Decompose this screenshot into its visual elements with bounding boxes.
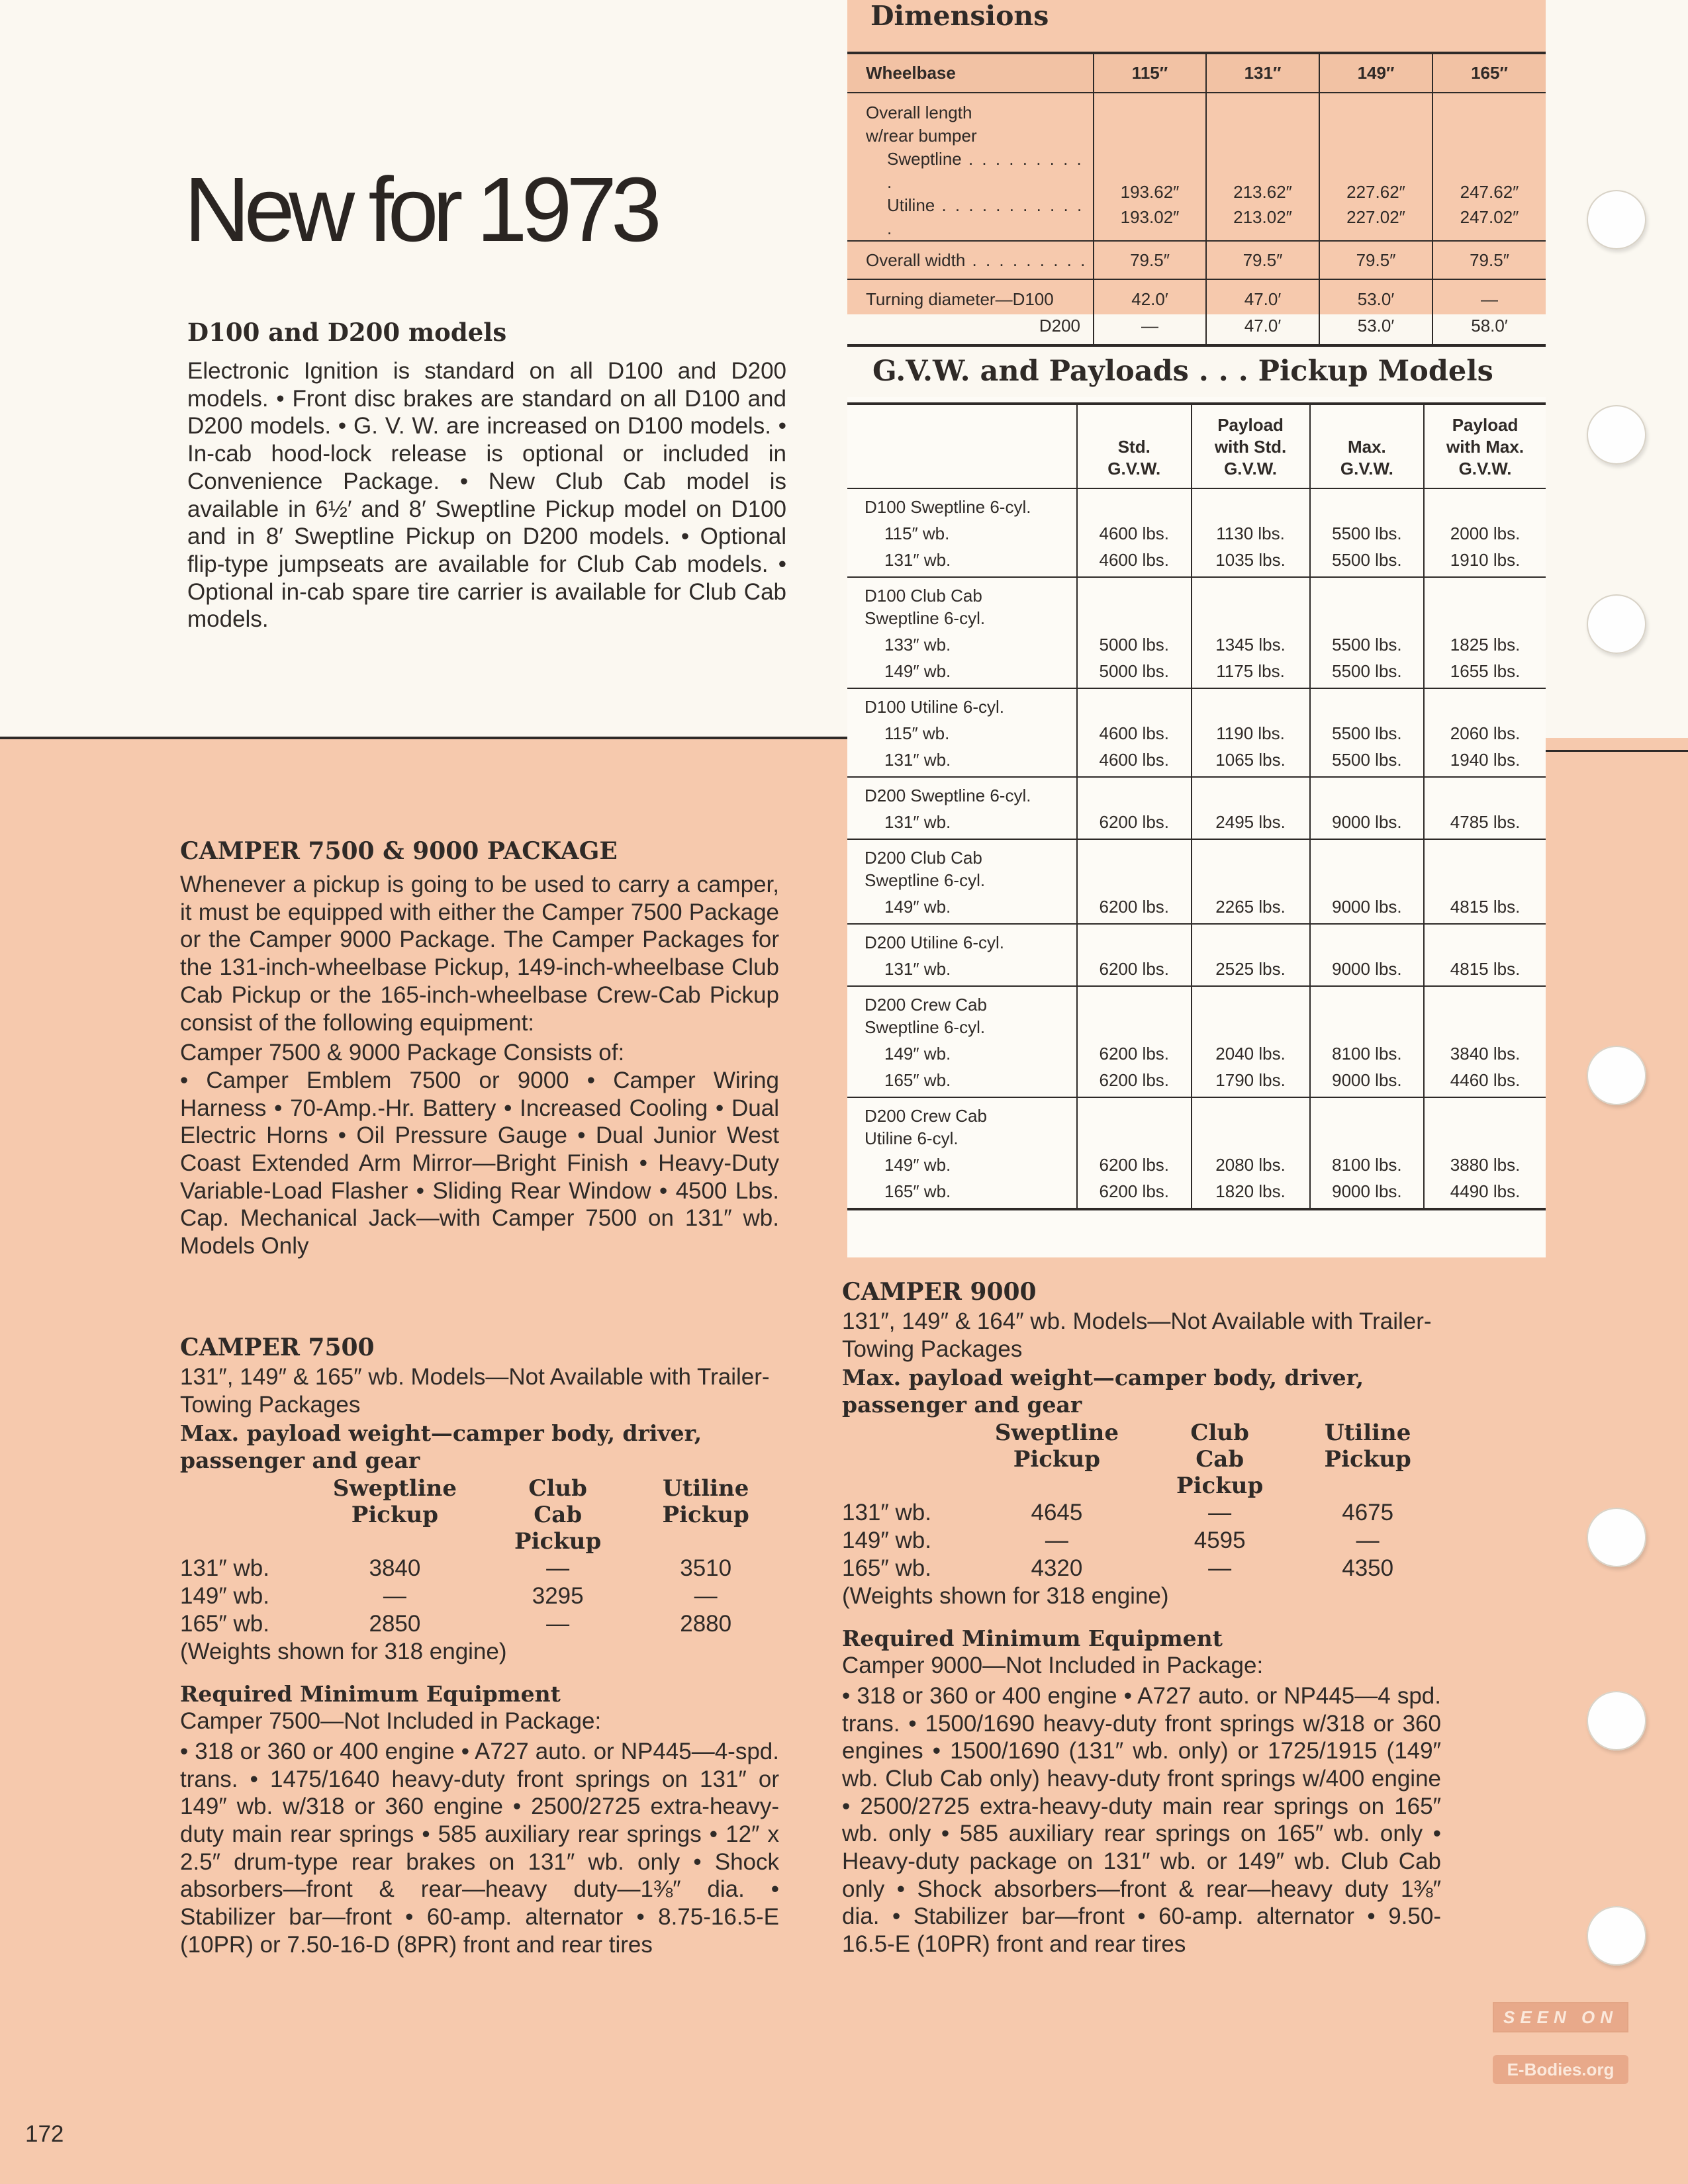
gvw-value: 4600 lbs. — [1099, 550, 1170, 570]
gvw-model-name: D200 Crew Cab Utiline 6-cyl. — [865, 1106, 987, 1148]
gvw-model-cell — [847, 777, 1077, 839]
gvw-col-std: Std. G.V.W. — [1077, 405, 1192, 488]
dim-sweptline-115: 193.62″ — [1120, 182, 1180, 202]
watermark-site: E-Bodies.org — [1493, 2055, 1628, 2084]
dim-turn-d100-165: — — [1481, 289, 1498, 309]
dim-sweptline-149: 227.62″ — [1346, 182, 1405, 202]
gvw-wheelbase: 165″ wb. — [884, 1070, 951, 1090]
gvw-value: 1345 lbs. — [1215, 635, 1286, 655]
section-divider-left — [0, 737, 847, 739]
gvw-value: 2525 lbs. — [1215, 959, 1286, 979]
gvw-value: 8100 lbs. — [1332, 1155, 1402, 1175]
camper9000-cell: 4645 — [1031, 1500, 1083, 1526]
camper9000-row-wb: 165″ wb. — [842, 1555, 931, 1582]
gvw-value: 9000 lbs. — [1332, 1070, 1402, 1090]
binder-hole — [1587, 594, 1646, 654]
gvw-value-cell — [1192, 1097, 1310, 1208]
gvw-value: 2080 lbs. — [1215, 1155, 1286, 1175]
gvw-value: 4490 lbs. — [1450, 1181, 1521, 1201]
gvw-value-cell — [1077, 924, 1192, 986]
gvw-value-cell — [1310, 986, 1425, 1097]
page-number: 172 — [25, 2121, 64, 2147]
gvw-value: 6200 lbs. — [1099, 1044, 1170, 1064]
camper9000-col-sweptline: Sweptline Pickup — [994, 1420, 1119, 1473]
gvw-value: 1655 lbs. — [1450, 661, 1521, 681]
dim-width-149: 79.5″ — [1319, 241, 1432, 279]
gvw-value: 1130 lbs. — [1216, 523, 1285, 543]
gvw-value: 2265 lbs. — [1215, 897, 1286, 917]
gvw-model-cell — [847, 1097, 1077, 1208]
gvw-value: 2495 lbs. — [1215, 812, 1286, 832]
camper9000-cell: 4320 — [1031, 1555, 1083, 1582]
dim-sweptline-text: Sweptline — [887, 149, 962, 169]
gvw-value: 4815 lbs. — [1450, 959, 1521, 979]
dim-width-131: 79.5″ — [1206, 241, 1319, 279]
gvw-top-rule — [847, 402, 1546, 405]
gvw-group-row — [847, 924, 1546, 986]
gvw-value: 5500 lbs. — [1332, 635, 1402, 655]
gvw-value: 4815 lbs. — [1450, 897, 1521, 917]
gvw-wheelbase: 115″ wb. — [884, 523, 950, 543]
gvw-value: 5500 lbs. — [1332, 523, 1402, 543]
gvw-value-cell — [1077, 986, 1192, 1097]
gvw-group-row — [847, 577, 1546, 688]
camper7500-row-wb: 149″ wb. — [180, 1583, 269, 1610]
camper9000-cell: 4675 — [1342, 1500, 1394, 1526]
gvw-table — [847, 402, 1546, 1210]
camper7500-heading: CAMPER 7500 — [180, 1334, 375, 1361]
gvw-value-cell — [1310, 577, 1425, 688]
gvw-value: 4600 lbs. — [1099, 750, 1170, 770]
camper9000-req-text: • 318 or 360 or 400 engine • A727 auto. or NP445—4 spd. trans. • 1500/1690 heavy-duty front springs w/318 or 360 engines • 1500/1690 (131″ wb. only) or 1725/1915 (149″ wb. Club Cab only) heavy-duty front springs w/400 engine • 2500/2725 extra-heavy-duty main rear springs on 165″ wb. only • 585 auxiliary rear springs on 165″ wb. only • Heavy-duty package on 131″ wb. or 149″ wb. Club Cab only • Shock absorbers—front & rear—heavy duty 1⅜″ dia. • Stabilizer bar—front • 60-amp. alternator • 9.50-16.5-E (10PR) front and rear tires — [842, 1682, 1441, 1958]
gvw-wheelbase: 149″ wb. — [884, 897, 951, 917]
dim-turn-d200-115: — — [1141, 315, 1158, 336]
gvw-wheelbase: 149″ wb. — [884, 1044, 951, 1064]
camper7500-cell: 2850 — [369, 1611, 421, 1637]
dim-sweptline-label: Sweptline . . . . . . . . . . — [887, 149, 1084, 192]
gvw-value: 2040 lbs. — [1215, 1044, 1286, 1064]
gvw-wheelbase: 131″ wb. — [884, 812, 951, 832]
camper9000-cell: 4350 — [1342, 1555, 1394, 1582]
gvw-value-cell — [1192, 488, 1310, 577]
gvw-value: 5500 lbs. — [1332, 550, 1402, 570]
gvw-value-cell — [1192, 986, 1310, 1097]
camper9000-maxpayload: Max. payload weight—camper body, driver, passenger and gear — [842, 1365, 1364, 1418]
gvw-value: 4600 lbs. — [1099, 723, 1170, 743]
gvw-col-max: Max. G.V.W. — [1310, 405, 1425, 488]
gvw-value: 5500 lbs. — [1332, 723, 1402, 743]
gvw-model-name: D200 Crew Cab Sweptline 6-cyl. — [865, 995, 987, 1037]
camper9000-req-heading: Required Minimum Equipment — [842, 1625, 1223, 1652]
gvw-value: 4460 lbs. — [1450, 1070, 1521, 1090]
gvw-value-cell — [1077, 577, 1192, 688]
gvw-value: 6200 lbs. — [1099, 897, 1170, 917]
gvw-value: 6200 lbs. — [1099, 959, 1170, 979]
gvw-value-cell — [1310, 1097, 1425, 1208]
dim-utiline-131: 213.02″ — [1233, 207, 1292, 227]
camper9000-row-wb: 131″ wb. — [842, 1500, 931, 1526]
dim-overall-length-label: Overall length w/rear bumper — [866, 103, 977, 146]
gvw-value: 2060 lbs. — [1450, 723, 1521, 743]
gvw-group-row — [847, 688, 1546, 777]
gvw-group-row — [847, 839, 1546, 924]
camper7500-table — [180, 1475, 779, 1638]
camper9000-cell: — — [1356, 1527, 1380, 1554]
camper9000-col-clubcab: Club Cab Pickup — [1176, 1420, 1264, 1500]
gvw-model-name: D100 Sweptline 6-cyl. — [865, 497, 1031, 517]
camper7500-col-sweptline: Sweptline Pickup — [332, 1475, 457, 1529]
dim-wb-165: 165″ — [1432, 54, 1546, 93]
gvw-wheelbase: 149″ wb. — [884, 661, 951, 681]
dim-width-label: Overall width — [866, 250, 966, 270]
dim-utiline-149: 227.02″ — [1346, 207, 1405, 227]
dim-sweptline-131: 213.62″ — [1233, 182, 1292, 202]
gvw-value-cell — [1424, 986, 1546, 1097]
dim-turn-d100-149: 53.0′ — [1357, 289, 1395, 309]
gvw-wheelbase: 133″ wb. — [884, 635, 951, 655]
binder-hole — [1587, 190, 1646, 250]
page-title: New for 1973 — [184, 159, 656, 261]
gvw-value: 9000 lbs. — [1332, 812, 1402, 832]
gvw-col-payload-std: Payload with Std. G.V.W. — [1192, 405, 1310, 488]
gvw-col-payload-max: Payload with Max. G.V.W. — [1424, 405, 1546, 488]
camper9000-note: (Weights shown for 318 engine) — [842, 1583, 1169, 1610]
camper9000-cell: 4595 — [1194, 1527, 1246, 1554]
gvw-model-name: D200 Sweptline 6-cyl. — [865, 786, 1031, 805]
camper9000-cell: — — [1045, 1527, 1068, 1554]
camper-package-intro: Whenever a pickup is going to be used to carry a camper, it must be equipped with either the Camper 7500 Package or the Camper 9000 Package. The Camper Packages for the 131-inch-wheelbase Pickup, 149-inch-wheelbase Club Cab Pickup or the 165-inch-wheelbase Crew-Cab Pickup consist of the following equipment: — [180, 872, 779, 1036]
camper-package-heading: CAMPER 7500 & 9000 PACKAGE — [180, 837, 618, 865]
gvw-value: 1035 lbs. — [1215, 550, 1286, 570]
camper-package-section — [180, 835, 779, 1260]
gvw-value: 4600 lbs. — [1099, 523, 1170, 543]
camper9000-row-wb: 149″ wb. — [842, 1527, 931, 1554]
gvw-value: 6200 lbs. — [1099, 1070, 1170, 1090]
camper9000-col-utiline: Utiline Pickup — [1324, 1420, 1411, 1473]
dim-wb-149: 149″ — [1319, 54, 1432, 93]
gvw-value-cell — [1310, 777, 1425, 839]
camper9000-models: 131″, 149″ & 164″ wb. Models—Not Available with Trailer-Towing Packages — [842, 1308, 1432, 1362]
gvw-value: 1190 lbs. — [1216, 723, 1285, 743]
gvw-value-cell — [1310, 488, 1425, 577]
gvw-group-row — [847, 986, 1546, 1097]
dim-sweptline-165: 247.62″ — [1460, 182, 1519, 202]
dim-turn-d200-165: 58.0′ — [1471, 315, 1508, 336]
gvw-value-cell — [1424, 839, 1546, 924]
dim-turn-d100-131: 47.0′ — [1244, 289, 1282, 309]
gvw-title: G.V.W. and Payloads . . . Pickup Models — [872, 355, 1493, 388]
gvw-model-cell — [847, 986, 1077, 1097]
camper9000-cell: — — [1208, 1500, 1232, 1526]
dimensions-title: Dimensions — [870, 0, 1049, 32]
dim-width-label-cell: Overall width . . . . . . . . . — [847, 241, 1094, 279]
gvw-value: 5000 lbs. — [1099, 661, 1170, 681]
d-models-text: Electronic Ignition is standard on all D100 and D200 models. • Front disc brakes are standard on all D100 and D200 models. • G. V. W. are increased on D100 models. • In-cab hood-lock release is optional or included in Convenience Package. • New Club Cab model is available in 6½′ and 8′ Sweptline Pickup model on D100 and in 8′ Sweptline Pickup on D200 models. • Optional flip-type jumpseats are available for Club Cab models. • Optional in-cab spare tire carrier is available for Club Cab models. — [187, 358, 786, 633]
gvw-model-name: D100 Utiline 6-cyl. — [865, 697, 1004, 717]
gvw-value: 5500 lbs. — [1332, 750, 1402, 770]
dim-length-labels — [847, 93, 1094, 241]
camper7500-section — [180, 1332, 779, 1958]
gvw-value-cell — [1424, 924, 1546, 986]
camper7500-models: 131″, 149″ & 165″ wb. Models—Not Available with Trailer-Towing Packages — [180, 1364, 770, 1418]
gvw-value: 1820 lbs. — [1215, 1181, 1286, 1201]
gvw-value: 8100 lbs. — [1332, 1044, 1402, 1064]
gvw-value: 4785 lbs. — [1450, 812, 1521, 832]
gvw-group-row — [847, 1097, 1546, 1208]
gvw-value: 1065 lbs. — [1215, 750, 1286, 770]
camper7500-cell: — — [546, 1611, 570, 1637]
gvw-group-row — [847, 777, 1546, 839]
dim-utiline-label: Utiline . . . . . . . . . . . . — [887, 195, 1084, 238]
gvw-model-cell — [847, 488, 1077, 577]
gvw-wheelbase: 131″ wb. — [884, 750, 951, 770]
gvw-value-cell — [1424, 777, 1546, 839]
gvw-value: 6200 lbs. — [1099, 1181, 1170, 1201]
camper7500-note: (Weights shown for 318 engine) — [180, 1639, 507, 1665]
watermark-logo — [1493, 2002, 1628, 2087]
gvw-value: 6200 lbs. — [1099, 812, 1170, 832]
dimensions-bottom-rule — [847, 344, 1546, 347]
gvw-value: 3880 lbs. — [1450, 1155, 1521, 1175]
camper7500-row-wb: 131″ wb. — [180, 1555, 269, 1582]
gvw-model-name: D100 Club Cab Sweptline 6-cyl. — [865, 586, 986, 628]
gvw-wheelbase: 131″ wb. — [884, 550, 951, 570]
camper7500-cell: — — [694, 1583, 718, 1610]
gvw-value-cell — [1077, 688, 1192, 777]
gvw-value: 9000 lbs. — [1332, 959, 1402, 979]
gvw-bottom-rule — [847, 1208, 1546, 1210]
dim-turn-d100-115: 42.0′ — [1131, 289, 1168, 309]
gvw-value: 5000 lbs. — [1099, 635, 1170, 655]
dim-width-115: 79.5″ — [1094, 241, 1206, 279]
dim-utiline-115: 193.02″ — [1120, 207, 1180, 227]
section-divider-right — [1546, 750, 1688, 752]
gvw-value: 5500 lbs. — [1332, 661, 1402, 681]
gvw-value-cell — [1424, 577, 1546, 688]
dim-width-165: 79.5″ — [1432, 241, 1546, 279]
gvw-value-cell — [1077, 488, 1192, 577]
gvw-value: 1790 lbs. — [1215, 1070, 1286, 1090]
gvw-value-cell — [1077, 839, 1192, 924]
dim-utiline-165: 247.02″ — [1460, 207, 1519, 227]
dimensions-table — [847, 52, 1546, 347]
gvw-value-cell — [1424, 1097, 1546, 1208]
gvw-value: 1175 lbs. — [1216, 661, 1285, 681]
dimensions-top-rule — [847, 52, 1546, 54]
dim-wb-115: 115″ — [1094, 54, 1206, 93]
gvw-value: 9000 lbs. — [1332, 897, 1402, 917]
gvw-value-cell — [1310, 924, 1425, 986]
gvw-value-cell — [1192, 924, 1310, 986]
watermark-seen-on: SEEN ON — [1493, 2002, 1628, 2032]
gvw-value-cell — [1310, 688, 1425, 777]
gvw-value-cell — [1192, 688, 1310, 777]
gvw-value: 2000 lbs. — [1450, 523, 1521, 543]
camper7500-cell: 3510 — [680, 1555, 732, 1582]
gvw-model-cell — [847, 577, 1077, 688]
camper7500-row-wb: 165″ wb. — [180, 1611, 269, 1637]
gvw-value-cell — [1192, 777, 1310, 839]
dim-wb-131: 131″ — [1206, 54, 1319, 93]
camper-package-consists-label: Camper 7500 & 9000 Package Consists of: — [180, 1040, 625, 1066]
gvw-value-cell — [1424, 688, 1546, 777]
binder-hole — [1587, 1508, 1646, 1567]
camper9000-heading: CAMPER 9000 — [842, 1278, 1037, 1306]
dim-turn-d200-149: 53.0′ — [1357, 315, 1395, 336]
gvw-value: 9000 lbs. — [1332, 1181, 1402, 1201]
gvw-value: 1940 lbs. — [1450, 750, 1521, 770]
gvw-model-name: D200 Club Cab Sweptline 6-cyl. — [865, 848, 986, 890]
gvw-value-cell — [1077, 777, 1192, 839]
camper7500-col-utiline: Utiline Pickup — [662, 1475, 749, 1529]
gvw-value-cell — [1192, 577, 1310, 688]
gvw-value: 6200 lbs. — [1099, 1155, 1170, 1175]
gvw-model-cell — [847, 688, 1077, 777]
dim-turn-d200-131: 47.0′ — [1244, 315, 1282, 336]
gvw-value-cell — [1192, 839, 1310, 924]
binder-hole — [1587, 1691, 1646, 1751]
gvw-model-cell — [847, 924, 1077, 986]
gvw-value: 1825 lbs. — [1450, 635, 1521, 655]
gvw-value: 1910 lbs. — [1450, 550, 1521, 570]
gvw-group-row — [847, 488, 1546, 577]
gvw-wheelbase: 149″ wb. — [884, 1155, 951, 1175]
camper7500-cell: 2880 — [680, 1611, 732, 1637]
camper7500-cell: — — [383, 1583, 406, 1610]
camper7500-cell: 3840 — [369, 1555, 421, 1582]
gvw-value-cell — [1310, 839, 1425, 924]
gvw-body — [847, 488, 1546, 1208]
binder-hole — [1587, 405, 1646, 465]
camper7500-req-heading: Required Minimum Equipment — [180, 1681, 561, 1707]
gvw-value-cell — [1424, 488, 1546, 577]
gvw-model-cell — [847, 839, 1077, 924]
camper7500-cell: 3295 — [532, 1583, 584, 1610]
gvw-wheelbase: 165″ wb. — [884, 1181, 951, 1201]
gvw-value: 3840 lbs. — [1450, 1044, 1521, 1064]
dim-turning-label: Turning diameter—D100 — [866, 289, 1054, 309]
camper-package-consists: • Camper Emblem 7500 or 9000 • Camper Wiring Harness • 70-Amp.-Hr. Battery • Increased Cooling • Dual Electric Horns • Oil Pressure Gauge • Dual Junior West Coast Extended Arm Mirror—Bright Finish • Heavy-Duty Variable-Load Flasher • Sliding Rear Window • 4500 Lbs. Cap. Mechanical Jack—with Camper 7500 on 131″ wb. Models Only — [180, 1067, 779, 1259]
binder-hole — [1587, 1046, 1646, 1105]
gvw-wheelbase: 115″ wb. — [884, 723, 950, 743]
d-models-heading: D100 and D200 models — [187, 318, 507, 347]
gvw-model-name: D200 Utiline 6-cyl. — [865, 933, 1004, 952]
dim-d200-label: D200 — [1039, 315, 1080, 336]
gvw-value-cell — [1077, 1097, 1192, 1208]
camper7500-req-sub: Camper 7500—Not Included in Package: — [180, 1708, 602, 1735]
binder-hole — [1587, 1906, 1646, 1966]
camper9000-section — [842, 1276, 1441, 1958]
dim-utiline-text: Utiline — [887, 195, 935, 215]
camper7500-cell: — — [546, 1555, 570, 1582]
camper7500-col-clubcab: Club Cab Pickup — [514, 1475, 602, 1555]
camper7500-maxpayload: Max. payload weight—camper body, driver, passenger and gear — [180, 1420, 702, 1474]
camper9000-table — [842, 1420, 1441, 1582]
camper7500-req-text: • 318 or 360 or 400 engine • A727 auto. or NP445—4-spd. trans. • 1475/1640 heavy-duty front springs on 131″ or 149″ wb. w/318 or 360 engine • 2500/2725 extra-heavy-duty main rear springs • 585 auxiliary rear springs • 12″ x 2.5″ drum-type rear brakes on 131″ wb. only • Shock absorbers—front & rear—heavy duty—1⅜″ dia. • Stabilizer bar—front • 60-amp. alternator • 8.75-16.5-E (10PR) or 7.50-16-D (8PR) front and rear tires — [180, 1738, 779, 1958]
camper9000-cell: — — [1208, 1555, 1232, 1582]
dim-turning-label-cell — [847, 279, 1094, 344]
gvw-wheelbase: 131″ wb. — [884, 959, 951, 979]
camper9000-req-sub: Camper 9000—Not Included in Package: — [842, 1653, 1264, 1679]
dim-wheelbase-label: Wheelbase — [847, 54, 1094, 93]
